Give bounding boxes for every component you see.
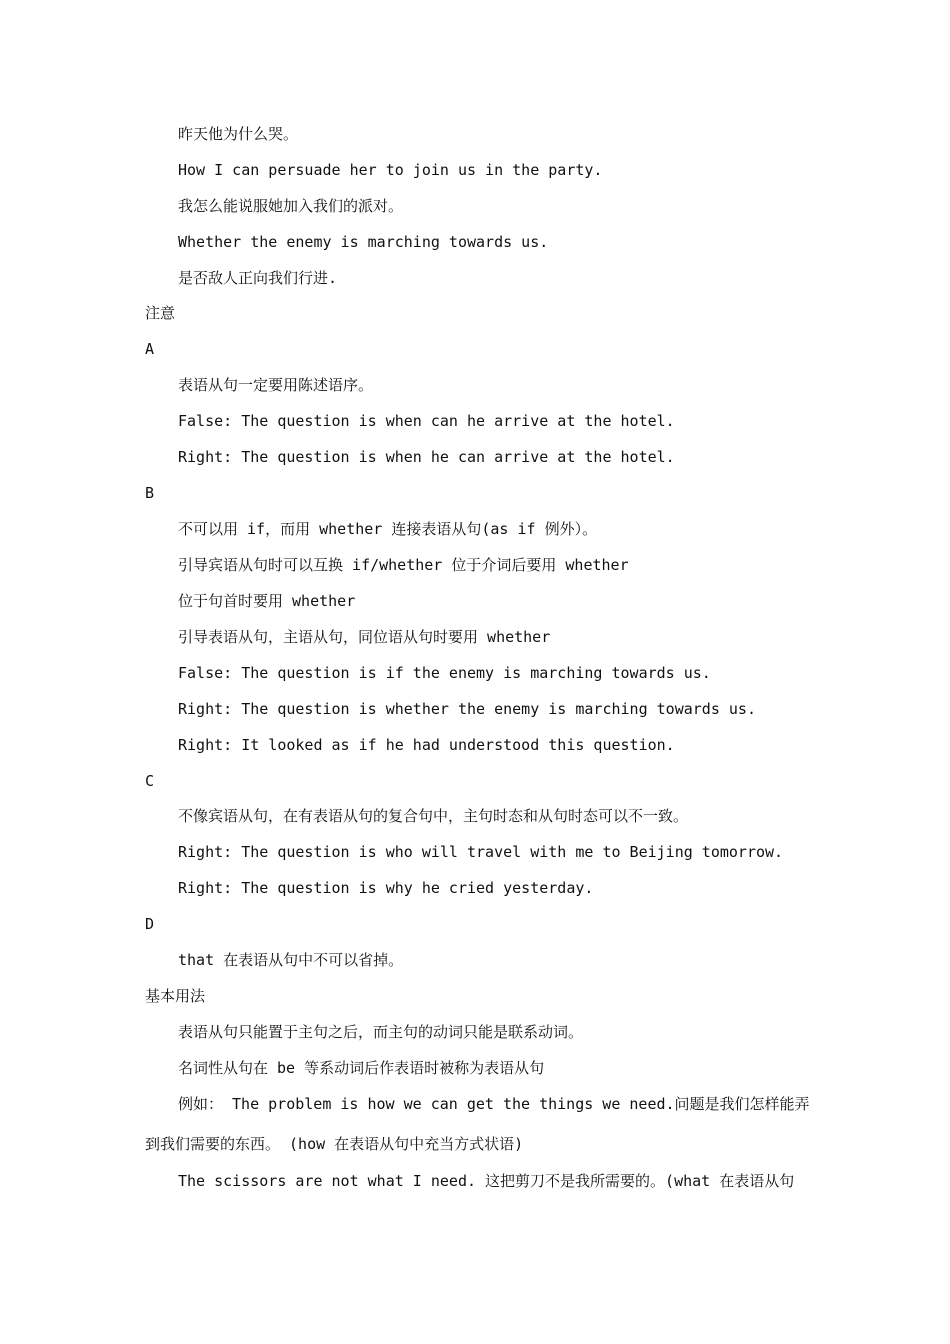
paragraph-line-justified: The scissors are not what I need. 这把剪刀不是我所需要的。(what 在表语从句 xyxy=(178,1172,795,1190)
paragraph-line: 引导表语从句，主语从句，同位语从句时要用 whether xyxy=(178,628,551,646)
section-heading-basic-usage: 基本用法 xyxy=(145,987,206,1005)
paragraph-line-justified: 例如： The problem is how we can get the things we need.问题是我们怎样能弄 xyxy=(178,1095,810,1113)
paragraph-line: How I can persuade her to join us in the party. xyxy=(178,161,603,179)
paragraph-line: 不可以用 if，而用 whether 连接表语从句(as if 例外）。 xyxy=(178,520,598,538)
paragraph-line: 我怎么能说服她加入我们的派对。 xyxy=(178,197,404,215)
section-label-a: A xyxy=(145,340,155,358)
paragraph-line: Whether the enemy is marching towards us. xyxy=(178,233,549,251)
paragraph-line: 名词性从句在 be 等系动词后作表语时被称为表语从句 xyxy=(178,1059,545,1077)
paragraph-line: 表语从句一定要用陈述语序。 xyxy=(178,376,374,394)
section-heading-note: 注意 xyxy=(145,304,176,322)
paragraph-line: Right: The question is who will travel with me to Beijing tomorrow. xyxy=(178,843,784,861)
section-label-d: D xyxy=(145,915,155,933)
paragraph-line: that 在表语从句中不可以省掉。 xyxy=(178,951,404,969)
paragraph-line: 昨天他为什么哭。 xyxy=(178,125,299,143)
paragraph-line: Right: The question is whether the enemy is marching towards us. xyxy=(178,700,756,718)
paragraph-line: Right: It looked as if he had understood this question. xyxy=(178,736,675,754)
paragraph-line: 不像宾语从句，在有表语从句的复合句中，主句时态和从句时态可以不一致。 xyxy=(178,807,689,825)
paragraph-line: 是否敌人正向我们行进. xyxy=(178,269,338,287)
paragraph-line: 引导宾语从句时可以互换 if/whether 位于介词后要用 whether xyxy=(178,556,629,574)
paragraph-line: False: The question is if the enemy is marching towards us. xyxy=(178,664,711,682)
paragraph-line: 位于句首时要用 whether xyxy=(178,592,356,610)
paragraph-line: Right: The question is when he can arrive at the hotel. xyxy=(178,448,675,466)
paragraph-line: 表语从句只能置于主句之后，而主句的动词只能是联系动词。 xyxy=(178,1023,584,1041)
paragraph-line: Right: The question is why he cried yesterday. xyxy=(178,879,594,897)
section-label-b: B xyxy=(145,484,155,502)
paragraph-line: False: The question is when can he arrive at the hotel. xyxy=(178,412,675,430)
section-label-c: C xyxy=(145,772,155,790)
paragraph-line: 到我们需要的东西。 (how 在表语从句中充当方式状语) xyxy=(145,1135,524,1153)
